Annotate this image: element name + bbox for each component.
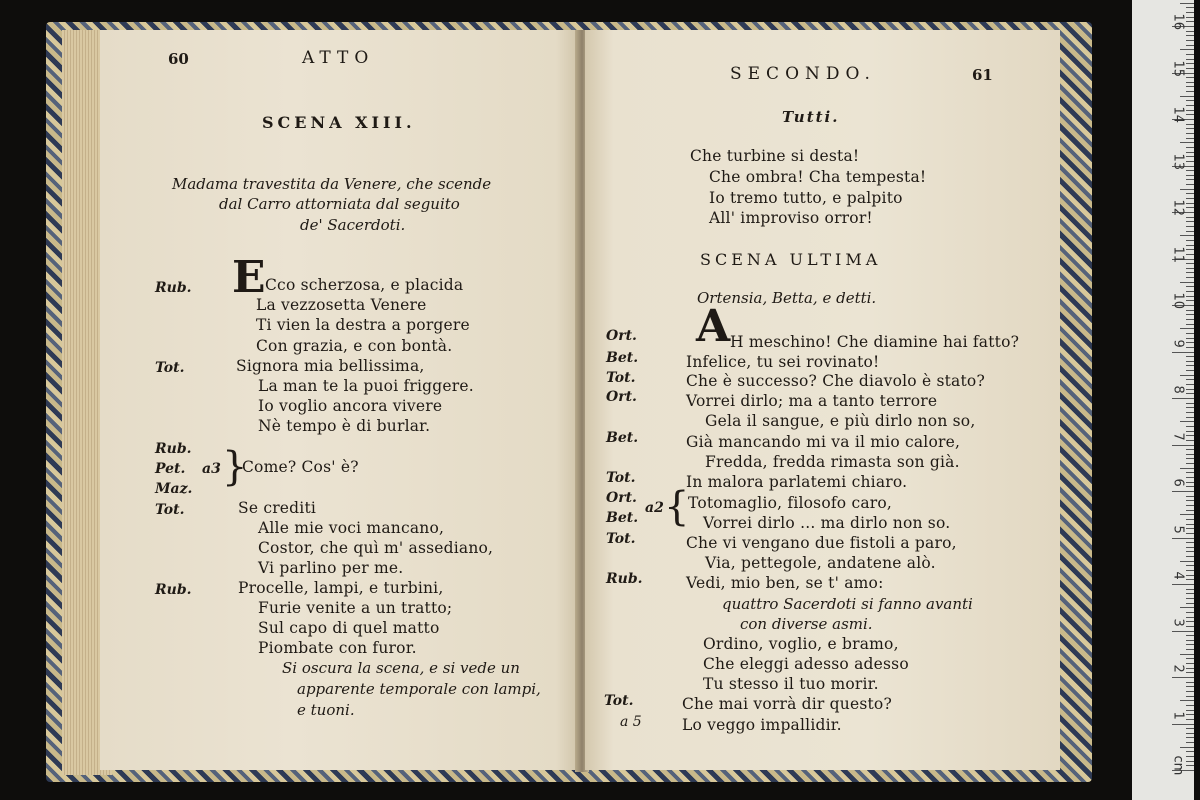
speaker-label: Pet. (155, 461, 186, 477)
ruler-number: 10 (1170, 292, 1186, 310)
drop-cap: E (232, 252, 266, 303)
ruler-tick (1186, 640, 1194, 641)
ruler-tick (1186, 110, 1194, 111)
verse-line: Vedi, mio ben, se t' amo: (686, 574, 884, 592)
verse-line: Piombate con furor. (258, 639, 417, 657)
ruler-number: 1 (1170, 711, 1186, 720)
ruler-tick (1186, 291, 1194, 292)
verse-line: Come? Cos' è? (242, 458, 359, 476)
ruler-tick (1186, 672, 1194, 673)
ruler-tick (1186, 575, 1194, 576)
ruler-tick (1186, 184, 1194, 185)
ruler-tick (1186, 389, 1194, 390)
verse-line: La vezzosetta Venere (256, 296, 427, 314)
stage-direction-line: quattro Sacerdoti si fanno avanti (722, 595, 973, 613)
ruler-tick (1186, 268, 1194, 269)
ruler-unit-label: cm (1170, 755, 1186, 776)
verse-line: Sul capo di quel matto (258, 619, 440, 637)
ruler-tick (1186, 277, 1194, 278)
ruler-number: 3 (1170, 618, 1186, 627)
verse-line: Vi parlino per me. (258, 559, 404, 577)
ruler-tick (1186, 547, 1194, 548)
ruler-tick (1186, 435, 1194, 436)
speaker-label: Rub. (155, 582, 192, 598)
page-number-left: 60 (168, 50, 189, 68)
ruler-tick (1186, 593, 1194, 594)
ruler-tick (1180, 654, 1194, 655)
ruler-tick (1180, 189, 1194, 190)
ruler-tick (1186, 728, 1194, 729)
ruler-tick (1180, 561, 1194, 562)
verse-line: Ordino, voglio, e bramo, (703, 635, 899, 653)
ruler-tick (1186, 175, 1194, 176)
verse-line: Che vi vengano due fistoli a paro, (686, 534, 957, 552)
drop-cap: A (696, 301, 731, 352)
ruler-tick (1186, 417, 1194, 418)
ruler-tick (1186, 286, 1194, 287)
ruler-tick (1186, 472, 1194, 473)
brace-icon: } (222, 444, 248, 490)
ruler-tick (1186, 231, 1194, 232)
speaker-label: Tot. (155, 502, 185, 518)
verse-line: Lo veggo impallidir. (682, 716, 842, 734)
speaker-label: Ort. (606, 490, 637, 506)
ruler-tick (1186, 365, 1194, 366)
ruler-tick (1186, 193, 1194, 194)
scene-title-right: SCENA ULTIMA (700, 250, 882, 269)
ruler-tick (1186, 356, 1194, 357)
ruler-tick (1186, 482, 1194, 483)
ruler-tick (1186, 156, 1194, 157)
ruler-tick (1186, 710, 1194, 711)
verse-line: Io tremo tutto, e palpito (709, 189, 903, 207)
verse-line: Via, pettegole, andatene alò. (705, 554, 936, 572)
verse-line: Vorrei dirlo; ma a tanto terrore (686, 392, 938, 410)
ruler-tick (1186, 705, 1194, 706)
ruler-tick (1186, 133, 1194, 134)
ruler-tick (1186, 458, 1194, 459)
verse-line: Vorrei dirlo ... ma dirlo non so. (703, 514, 951, 532)
speaker-label: Bet. (606, 350, 639, 366)
ruler-tick (1186, 361, 1194, 362)
ruler-tick (1186, 221, 1194, 222)
ruler-tick (1180, 96, 1194, 97)
ruler-tick (1186, 486, 1194, 487)
ruler-tick (1186, 272, 1194, 273)
verse-line: La man te la puoi friggere. (258, 377, 474, 395)
ruler-tick (1186, 31, 1194, 32)
verse-line: Costor, che quì m' assediano, (258, 539, 494, 557)
ruler-tick (1186, 161, 1194, 162)
ruler-tick (1186, 68, 1194, 69)
ruler-tick (1186, 249, 1194, 250)
verse-line: Ti vien la destra a porgere (256, 316, 470, 334)
ruler-tick (1180, 282, 1194, 283)
ruler-tick (1186, 124, 1194, 125)
stage-direction-line: de' Sacerdoti. (300, 216, 406, 234)
ruler-tick (1186, 477, 1194, 478)
ruler-tick (1186, 528, 1194, 529)
ruler-tick (1186, 40, 1194, 41)
ruler-tick (1186, 35, 1194, 36)
ruler-tick (1186, 751, 1194, 752)
stage-direction-line: e tuoni. (297, 701, 355, 719)
ruler-tick (1186, 217, 1194, 218)
speaker-label: Tot. (155, 360, 185, 376)
ruler-tick (1186, 240, 1194, 241)
stage-direction-line: Madama travestita da Venere, che scende (172, 175, 492, 193)
ruler-tick (1186, 617, 1194, 618)
ruler-tick (1186, 63, 1194, 64)
ruler-tick (1186, 733, 1194, 734)
ruler-tick (1186, 505, 1194, 506)
ruler-tick (1186, 603, 1194, 604)
ruler-tick (1186, 598, 1194, 599)
ruler-tick (1186, 138, 1194, 139)
ruler-tick (1186, 612, 1194, 613)
ruler-tick (1186, 533, 1194, 534)
ruler-tick (1186, 207, 1194, 208)
ruler-tick (1186, 635, 1194, 636)
speaker-label: a 5 (620, 714, 642, 730)
speaker-label: Tot. (606, 531, 636, 547)
speaker-label: Ort. (606, 328, 637, 344)
ensemble-marker: a2 (645, 500, 664, 516)
speaker-label: Tot. (604, 693, 634, 709)
ruler-tick (1186, 426, 1194, 427)
speaker-label: Bet. (606, 510, 639, 526)
ruler-number: 11 (1170, 246, 1186, 263)
ruler-tick (1186, 691, 1194, 692)
verse-line: Che eleggi adesso adesso (703, 655, 909, 673)
verse-line: Gela il sangue, e più dirlo non so, (705, 412, 976, 430)
ruler-tick (1186, 314, 1194, 315)
ruler-tick (1180, 3, 1194, 4)
ruler-tick (1186, 300, 1194, 301)
verse-line: Che turbine si desta! (690, 147, 860, 165)
ruler-tick (1186, 12, 1194, 13)
ruler-tick (1186, 570, 1194, 571)
ruler-tick (1186, 524, 1194, 525)
ruler-tick (1186, 668, 1194, 669)
ruler-tick (1186, 370, 1194, 371)
ruler-number: 7 (1170, 432, 1186, 441)
speaker-label: Bet. (606, 430, 639, 446)
speaker-label: Maz. (155, 481, 193, 497)
stage-direction-line: apparente temporale con lampi, (297, 680, 541, 698)
ruler-tick (1186, 440, 1194, 441)
verse-line: Totomaglio, filosofo caro, (688, 494, 893, 512)
ruler-tick (1186, 152, 1194, 153)
ruler-tick (1186, 579, 1194, 580)
verse-line: Infelice, tu sei rovinato! (686, 353, 880, 371)
ensemble-marker: a3 (202, 461, 221, 477)
ruler-number: 12 (1170, 199, 1186, 217)
ruler-tick (1180, 747, 1194, 748)
verse-line: Furie venite a un tratto; (258, 599, 453, 617)
ruler-tick (1180, 700, 1194, 701)
ruler-tick (1186, 393, 1194, 394)
ruler-tick (1180, 235, 1194, 236)
ruler-tick (1180, 49, 1194, 50)
ruler-tick (1186, 7, 1194, 8)
ruler-number: 4 (1170, 571, 1186, 580)
ruler-tick (1180, 375, 1194, 376)
verse-line: Alle mie voci mancano, (258, 519, 445, 537)
ruler-tick (1186, 114, 1194, 115)
ruler-tick (1186, 263, 1194, 264)
ruler-tick (1186, 556, 1194, 557)
ruler-tick (1186, 658, 1194, 659)
verse-line: Se crediti (238, 499, 317, 517)
ruler-tick (1186, 761, 1194, 762)
verse-line: Che ombra! Cha tempesta! (709, 168, 927, 186)
ruler-tick (1186, 500, 1194, 501)
verse-line: Tu stesso il tuo morir. (703, 675, 879, 693)
ruler-tick (1186, 589, 1194, 590)
brace-icon: { (664, 484, 690, 530)
ruler-tick (1186, 310, 1194, 311)
ruler-tick (1186, 412, 1194, 413)
ruler-tick (1186, 737, 1194, 738)
speaker-label: Rub. (606, 571, 643, 587)
ruler-tick (1186, 342, 1194, 343)
verse-line: Che mai vorrà dir questo? (682, 695, 892, 713)
ruler-tick (1186, 226, 1194, 227)
ruler-number: 9 (1170, 339, 1186, 348)
ruler-tick (1186, 147, 1194, 148)
speaker-label: Rub. (155, 280, 192, 296)
scene-cast: Ortensia, Betta, e detti. (697, 289, 877, 307)
ruler-number: 16 (1170, 13, 1186, 31)
ruler-tick (1186, 82, 1194, 83)
ruler-tick (1186, 379, 1194, 380)
speaker-label: Tot. (606, 370, 636, 386)
ruler-tick (1186, 682, 1194, 683)
ruler-tick (1180, 328, 1194, 329)
verse-line: In malora parlatemi chiaro. (686, 473, 908, 491)
ruler-tick (1186, 91, 1194, 92)
stage-direction-line: Si oscura la scena, e si vede un (282, 659, 520, 677)
ruler-number: 13 (1170, 153, 1186, 170)
ruler-tick (1186, 686, 1194, 687)
ruler-tick (1180, 421, 1194, 422)
ruler-tick (1186, 756, 1194, 757)
ruler-tick (1186, 519, 1194, 520)
ruler-tick (1186, 644, 1194, 645)
speaker-label: Tot. (606, 470, 636, 486)
running-head-right: SECONDO. (730, 64, 876, 84)
page-number-right: 61 (972, 66, 993, 84)
ruler-tick (1180, 607, 1194, 608)
ruler-number: 15 (1170, 60, 1186, 77)
ruler-tick (1186, 742, 1194, 743)
ruler-tick (1186, 510, 1194, 511)
ruler-tick (1186, 198, 1194, 199)
ruler-number: 6 (1170, 478, 1186, 487)
ruler-tick (1186, 696, 1194, 697)
ruler-number: 5 (1170, 525, 1186, 534)
ruler-tick (1186, 551, 1194, 552)
stage-direction-line: con diverse asmi. (740, 615, 873, 633)
ruler-tick (1186, 347, 1194, 348)
verse-line: Con grazia, e con bontà. (256, 337, 453, 355)
ruler-tick (1186, 21, 1194, 22)
ruler-tick (1186, 714, 1194, 715)
ruler-tick (1186, 621, 1194, 622)
ruler-tick (1186, 403, 1194, 404)
ruler-tick (1186, 496, 1194, 497)
ruler-tick (1186, 45, 1194, 46)
ruler-tick (1186, 86, 1194, 87)
ruler-tick (1186, 319, 1194, 320)
ruler-tick (1186, 105, 1194, 106)
verse-line: Fredda, fredda rimasta son già. (705, 453, 960, 471)
verse-line: Già mancando mi va il mio calore, (686, 433, 961, 451)
verse-line: Procelle, lampi, e turbini, (238, 579, 444, 597)
running-head-left: ATTO (302, 48, 375, 68)
ruler-tick (1186, 54, 1194, 55)
ruler-tick (1186, 17, 1194, 18)
ruler-tick (1186, 100, 1194, 101)
ruler-tick (1186, 454, 1194, 455)
ruler-tick (1186, 296, 1194, 297)
verse-line: H meschino! Che diamine hai fatto? (730, 333, 1020, 351)
ruler-tick (1186, 324, 1194, 325)
ruler-tick (1186, 626, 1194, 627)
ruler-tick (1186, 77, 1194, 78)
speaker-label: Rub. (155, 441, 192, 457)
ruler-number: 2 (1170, 664, 1186, 673)
verse-line: Nè tempo è di burlar. (258, 417, 431, 435)
ruler-tick (1186, 649, 1194, 650)
ruler-tick (1180, 468, 1194, 469)
ruler-tick (1186, 384, 1194, 385)
measuring-ruler (1132, 0, 1194, 800)
ruler-tick (1186, 128, 1194, 129)
ruler-tick (1186, 407, 1194, 408)
ruler-number: 14 (1170, 106, 1186, 124)
ruler-tick (1186, 663, 1194, 664)
ruler-number: 8 (1170, 385, 1186, 394)
ruler-tick (1186, 170, 1194, 171)
stage-direction-line: dal Carro attorniata dal seguito (219, 195, 460, 213)
tutti-heading: Tutti. (782, 108, 840, 126)
verse-line: All' improviso orror! (709, 209, 873, 227)
ruler-tick (1186, 333, 1194, 334)
ruler-tick (1186, 179, 1194, 180)
ruler-tick (1186, 719, 1194, 720)
ruler-tick (1186, 765, 1194, 766)
verse-line: Signora mia bellissima, (236, 357, 425, 375)
ruler-tick (1186, 254, 1194, 255)
scene-title-left: SCENA XIII. (262, 113, 416, 132)
ruler-tick (1186, 463, 1194, 464)
ruler-tick (1186, 542, 1194, 543)
speaker-label: Ort. (606, 389, 637, 405)
ruler-tick (1180, 514, 1194, 515)
ruler-tick (1186, 449, 1194, 450)
ruler-tick (1186, 245, 1194, 246)
verse-line: Io voglio ancora vivere (258, 397, 443, 415)
verse-line: Cco scherzosa, e placida (265, 276, 464, 294)
ruler-tick (1186, 565, 1194, 566)
verse-line: Che è successo? Che diavolo è stato? (686, 372, 985, 390)
ruler-tick (1186, 59, 1194, 60)
ruler-tick (1180, 142, 1194, 143)
ruler-tick (1186, 431, 1194, 432)
ruler-tick (1186, 338, 1194, 339)
ruler-tick (1186, 203, 1194, 204)
